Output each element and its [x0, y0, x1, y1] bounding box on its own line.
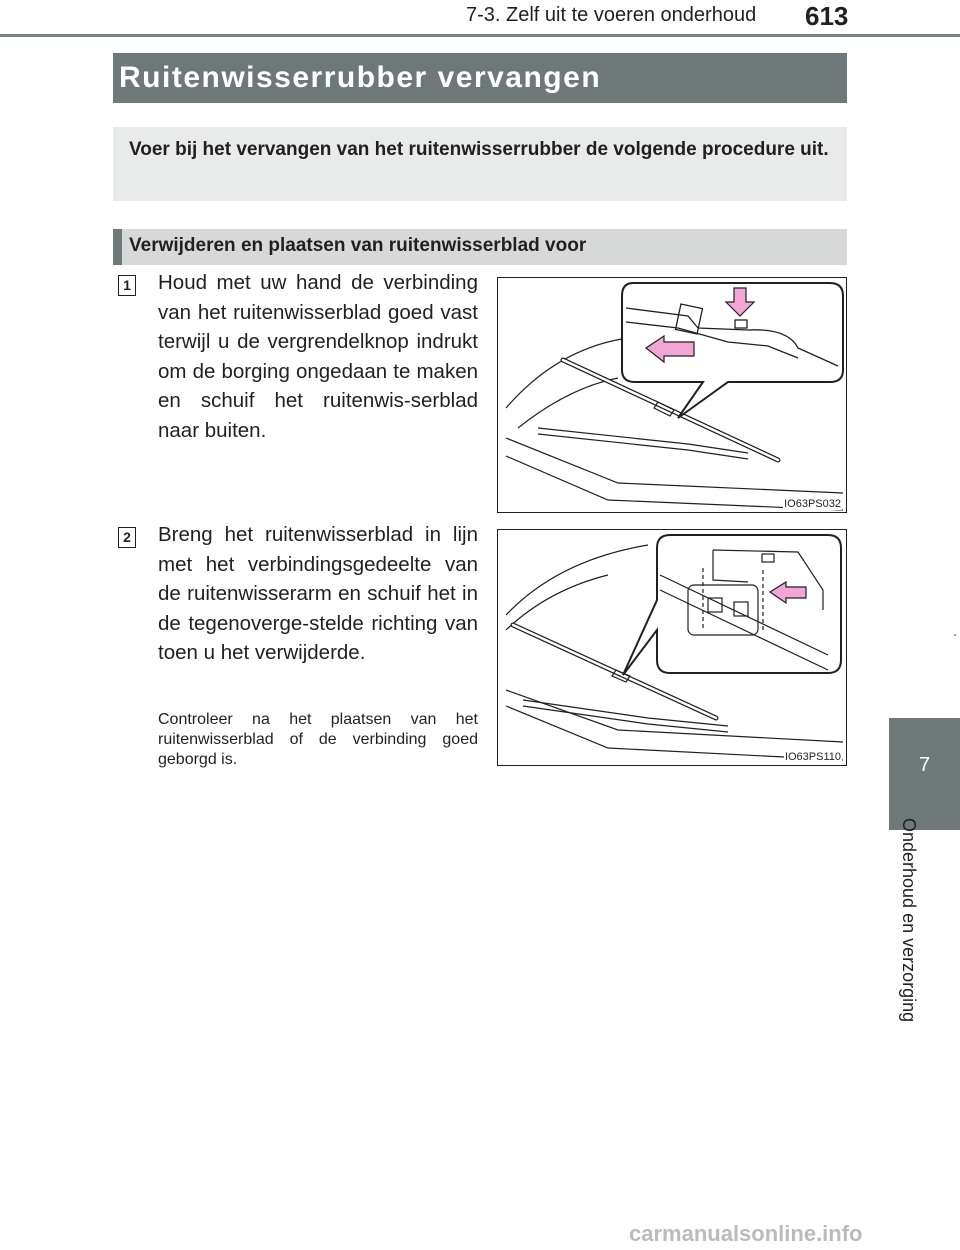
- figure-1-code: IO63PS032: [784, 498, 841, 510]
- wiper-removal-illustration: [498, 278, 847, 513]
- intro-box: [113, 127, 847, 201]
- step-1-text: Houd met uw hand de verbinding van het ruitenwisserblad goed vast terwijl u de vergrendelknop indrukt om de borging ongedaan te maken en schuif het ruitenwis-serblad naar buiten.: [158, 271, 478, 442]
- chapter-label: Onderhoud en verzorging: [899, 818, 919, 1023]
- step-1-number: 1: [118, 275, 136, 296]
- margin-mark: [954, 634, 956, 636]
- page-title: Ruitenwisserrubber vervangen: [113, 53, 847, 103]
- intro-text: Voer bij het vervangen van het ruitenwisserrubber de volgende procedure uit.: [129, 139, 829, 160]
- header-section-title: 7-3. Zelf uit te voeren onderhoud: [466, 4, 757, 26]
- chapter-number: 7: [918, 754, 931, 776]
- figure-1: [497, 277, 847, 513]
- wiper-installation-illustration: [498, 530, 847, 766]
- figure-2-code: IO63PS110: [784, 751, 841, 763]
- page-number: 613: [805, 1, 849, 31]
- subheading-accent: [113, 229, 122, 265]
- section-subheading: [113, 229, 847, 265]
- chapter-tab: [889, 718, 960, 830]
- header-divider: [0, 34, 960, 37]
- step-2-note: Controleer na het plaatsen van het ruitenwisserblad of de verbinding goed geborgd is.: [158, 711, 478, 768]
- watermark: carmanualsonline.info: [629, 1221, 863, 1246]
- step-2-text: Breng het ruitenwisserblad in lijn met het verbindingsgedeelte van de ruitenwisserarm en schuif het in de tegenoverge-stelde richting van toen u het verwijderde.: [158, 523, 478, 664]
- figure-2: [497, 529, 847, 766]
- subheading-text: Verwijderen en plaatsen van ruitenwisserblad voor: [129, 235, 587, 256]
- step-2-number: 2: [118, 527, 136, 548]
